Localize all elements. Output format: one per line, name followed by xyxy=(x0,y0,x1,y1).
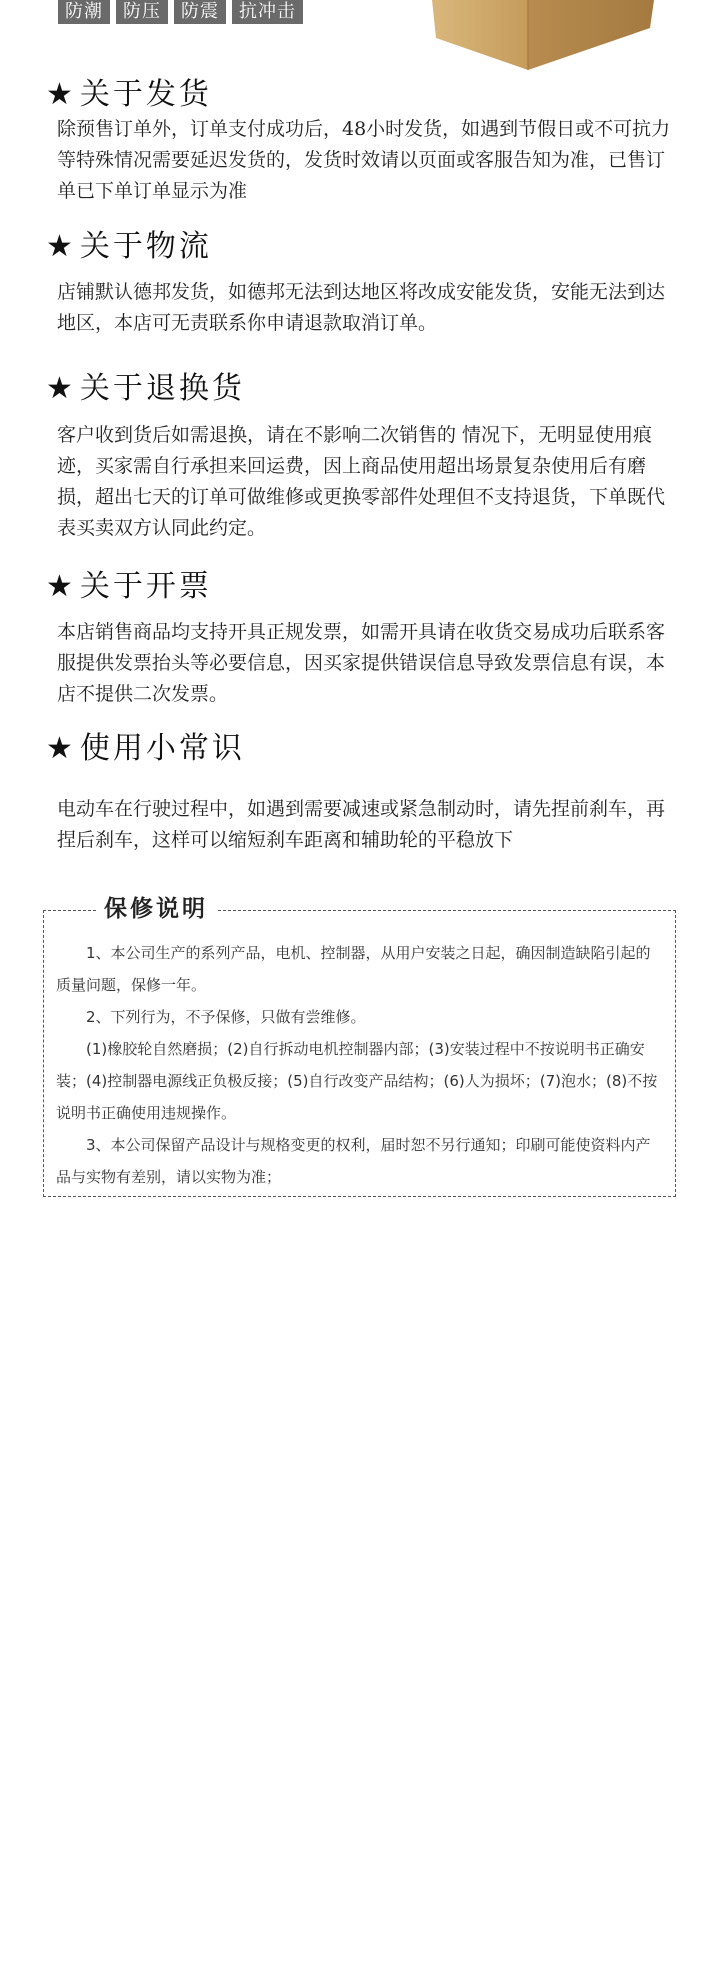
section-paragraph: 客户收到货后如需退换，请在不影响二次销售的 情况下，无明显使用痕迹，买家需自行承担来回运费，因上商品使用超出场景复杂使用后有磨损，超出七天的订单可做维修或更换零部件处理但不支持退货，下单既代表买卖双方认同此约定。 xyxy=(57,424,666,539)
section-body-returns xyxy=(57,420,675,544)
warranty-box xyxy=(43,896,676,1197)
tag-moisture-proof: 防潮 xyxy=(58,0,110,24)
section-body-usage-tips xyxy=(57,794,675,856)
warranty-body xyxy=(56,937,665,1193)
section-title-text: 关于开票 xyxy=(79,569,212,604)
warranty-item: (1)橡胶轮自然磨损；(2)自行拆动电机控制器内部；(3)安装过程中不按说明书正确安装；(4)控制器电源线正负极反接；(5)自行改变产品结构；(6)人为损坏；(7)泡水；(8)不按说明书正确使用违规操作。 xyxy=(56,1040,658,1122)
section-title-usage-tips xyxy=(46,730,245,768)
star-icon: ★ xyxy=(46,77,76,112)
section-title-shipping xyxy=(46,76,212,114)
star-icon: ★ xyxy=(46,731,76,766)
section-title-returns xyxy=(46,370,245,408)
section-paragraph: 电动车在行驶过程中，如遇到需要减速或紧急制动时，请先捏前刹车，再捏后刹车，这样可以缩短刹车距离和辅助轮的平稳放下 xyxy=(57,798,666,851)
star-icon: ★ xyxy=(46,229,76,264)
section-title-logistics xyxy=(46,228,212,266)
section-title-invoice xyxy=(46,568,212,606)
section-title-text: 关于物流 xyxy=(79,229,212,264)
cardboard-box-icon xyxy=(432,0,654,70)
section-body-shipping xyxy=(57,114,675,207)
tag-shock-proof: 防震 xyxy=(174,0,226,24)
feature-tags xyxy=(58,0,303,24)
section-paragraph: 除预售订单外，订单支付成功后，48小时发货，如遇到节假日或不可抗力等特殊情况需要延迟发货的，发货时效请以页面或客服告知为准，已售订单已下单订单显示为准 xyxy=(57,118,671,202)
section-body-logistics xyxy=(57,277,675,339)
section-title-text: 关于发货 xyxy=(79,77,212,112)
section-title-text: 关于退换货 xyxy=(79,371,245,406)
section-title-text: 使用小常识 xyxy=(79,731,245,766)
warranty-title: 保修说明 xyxy=(96,892,216,926)
tag-pressure-proof: 防压 xyxy=(116,0,168,24)
star-icon: ★ xyxy=(46,569,76,604)
section-paragraph: 本店销售商品均支持开具正规发票，如需开具请在收货交易成功后联系客服提供发票抬头等必要信息，因买家提供错误信息导致发票信息有误，本店不提供二次发票。 xyxy=(57,621,666,705)
section-body-invoice xyxy=(57,617,675,710)
warranty-item: 3、本公司保留产品设计与规格变更的权利，届时恕不另行通知；印刷可能使资料内产品与实物有差别，请以实物为准； xyxy=(56,1136,651,1186)
section-paragraph: 店铺默认德邦发货，如德邦无法到达地区将改成安能发货，安能无法到达地区，本店可无责联系你申请退款取消订单。 xyxy=(57,281,666,334)
warranty-item: 2、下列行为，不予保修，只做有尝维修。 xyxy=(86,1008,366,1026)
cardboard-box-image xyxy=(432,0,654,70)
tag-impact-resistant: 抗冲击 xyxy=(232,0,303,24)
warranty-item: 1、本公司生产的系列产品，电机、控制器，从用户安装之日起，确因制造缺陷引起的质量问题，保修一年。 xyxy=(56,944,651,994)
star-icon: ★ xyxy=(46,371,76,406)
